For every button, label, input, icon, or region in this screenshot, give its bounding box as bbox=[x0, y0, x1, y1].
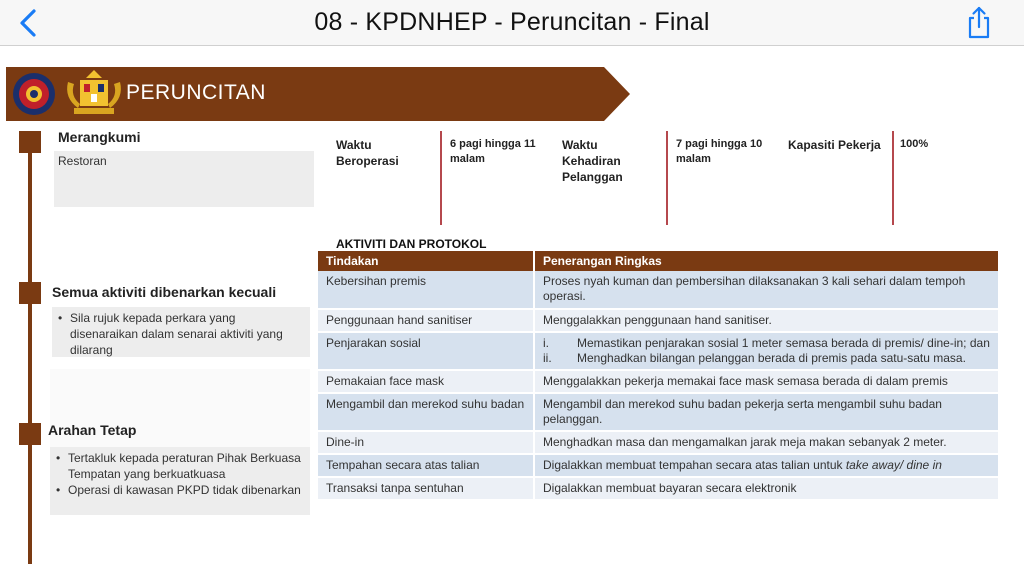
description-cell: Menggalakkan penggunaan hand sanitiser. bbox=[534, 309, 999, 332]
action-cell: Transaksi tanpa sentuhan bbox=[318, 477, 534, 500]
action-cell: Tempahan secara atas talian bbox=[318, 454, 534, 477]
table-header-row bbox=[318, 251, 999, 271]
operating-hours-label: Waktu Beroperasi bbox=[336, 138, 399, 168]
divider bbox=[666, 131, 668, 225]
customer-hours-label: Waktu Kehadiran Pelanggan bbox=[562, 138, 623, 184]
document-title: 08 - KPDNHEP - Peruncitan - Final bbox=[314, 8, 710, 36]
numbered-item bbox=[543, 336, 990, 351]
activities-table bbox=[318, 251, 1000, 501]
item-text: Memastikan penjarakan sosial 1 meter semasa berada di premis/ dine-in; dan bbox=[577, 336, 990, 350]
navigation-bar bbox=[0, 0, 1024, 46]
description-cell: Proses nyah kuman dan pembersihan dilaksanakan 3 kali sehari dalam tempoh operasi. bbox=[534, 271, 999, 309]
description-text: Digalakkan membuat tempahan secara atas talian untuk bbox=[543, 458, 846, 472]
table-row bbox=[318, 271, 999, 309]
table-row bbox=[318, 431, 999, 454]
summary-heading: Merangkumi bbox=[58, 129, 141, 145]
action-cell: Dine-in bbox=[318, 431, 534, 454]
item-number: ii. bbox=[543, 351, 552, 365]
share-icon[interactable] bbox=[964, 6, 994, 40]
description-cell: Digalakkan membuat bayaran secara elektronik bbox=[534, 477, 999, 500]
description-cell bbox=[534, 454, 999, 477]
standing-orders-heading: Arahan Tetap bbox=[48, 422, 137, 438]
numbered-item bbox=[543, 351, 990, 366]
timeline-marker bbox=[19, 282, 41, 304]
table-row bbox=[318, 309, 999, 332]
item-number: i. bbox=[543, 336, 549, 350]
timeline-marker bbox=[19, 423, 41, 445]
timeline-marker bbox=[19, 131, 41, 153]
customer-hours-value: 7 pagi hingga 10 malam bbox=[676, 138, 763, 165]
table-row bbox=[318, 393, 999, 431]
document-slide bbox=[2, 47, 1020, 572]
action-cell: Kebersihan premis bbox=[318, 271, 534, 309]
coat-of-arms-icon bbox=[62, 68, 126, 118]
item-text: Menghadkan bilangan pelanggan berada di premis pada satu-satu masa. bbox=[577, 351, 966, 365]
action-cell: Penggunaan hand sanitiser bbox=[318, 309, 534, 332]
summary-box bbox=[54, 151, 314, 207]
section-title: PERUNCITAN bbox=[126, 81, 266, 104]
table-row bbox=[318, 477, 999, 500]
standing-orders-box bbox=[50, 447, 310, 515]
divider bbox=[440, 131, 442, 225]
allowed-activities-heading: Semua aktiviti dibenarkan kecuali bbox=[52, 284, 277, 300]
operating-hours-value: 6 pagi hingga 11 malam bbox=[450, 138, 536, 165]
description-italic-text: take away/ dine in bbox=[845, 458, 942, 472]
list-item: • Tertakluk kepada peraturan Pihak Berkuasa Tempatan yang berkuatkuasa bbox=[54, 450, 306, 482]
table-row bbox=[318, 332, 999, 370]
activities-title: AKTIVITI DAN PROTOKOL bbox=[336, 237, 487, 251]
summary-value: Restoran bbox=[58, 154, 107, 168]
description-cell: Menghadkan masa dan mengamalkan jarak meja makan sebanyak 2 meter. bbox=[534, 431, 999, 454]
action-cell: Penjarakan sosial bbox=[318, 332, 534, 370]
list-item: • Sila rujuk kepada perkara yang disenaraikan dalam senarai aktiviti yang dilarang bbox=[56, 310, 306, 358]
column-header-description: Penerangan Ringkas bbox=[534, 251, 999, 271]
table-row bbox=[318, 370, 999, 393]
column-header-action: Tindakan bbox=[318, 251, 534, 271]
action-cell: Pemakaian face mask bbox=[318, 370, 534, 393]
description-cell: Menggalakkan pekerja memakai face mask semasa berada di dalam premis bbox=[534, 370, 999, 393]
list-item: • Operasi di kawasan PKPD tidak dibenarkan bbox=[54, 482, 306, 498]
allowed-activities-box bbox=[52, 307, 310, 357]
action-cell: Mengambil dan merekod suhu badan bbox=[318, 393, 534, 431]
description-cell: Mengambil dan merekod suhu badan pekerja serta mengambil suhu badan pelanggan. bbox=[534, 393, 999, 431]
table-row bbox=[318, 454, 999, 477]
worker-capacity-value: 100% bbox=[900, 138, 929, 150]
description-cell bbox=[534, 332, 999, 370]
timeline-line bbox=[28, 147, 32, 564]
ministry-logo-icon bbox=[12, 72, 56, 116]
divider bbox=[892, 131, 894, 225]
worker-capacity-label: Kapasiti Pekerja bbox=[788, 138, 881, 152]
